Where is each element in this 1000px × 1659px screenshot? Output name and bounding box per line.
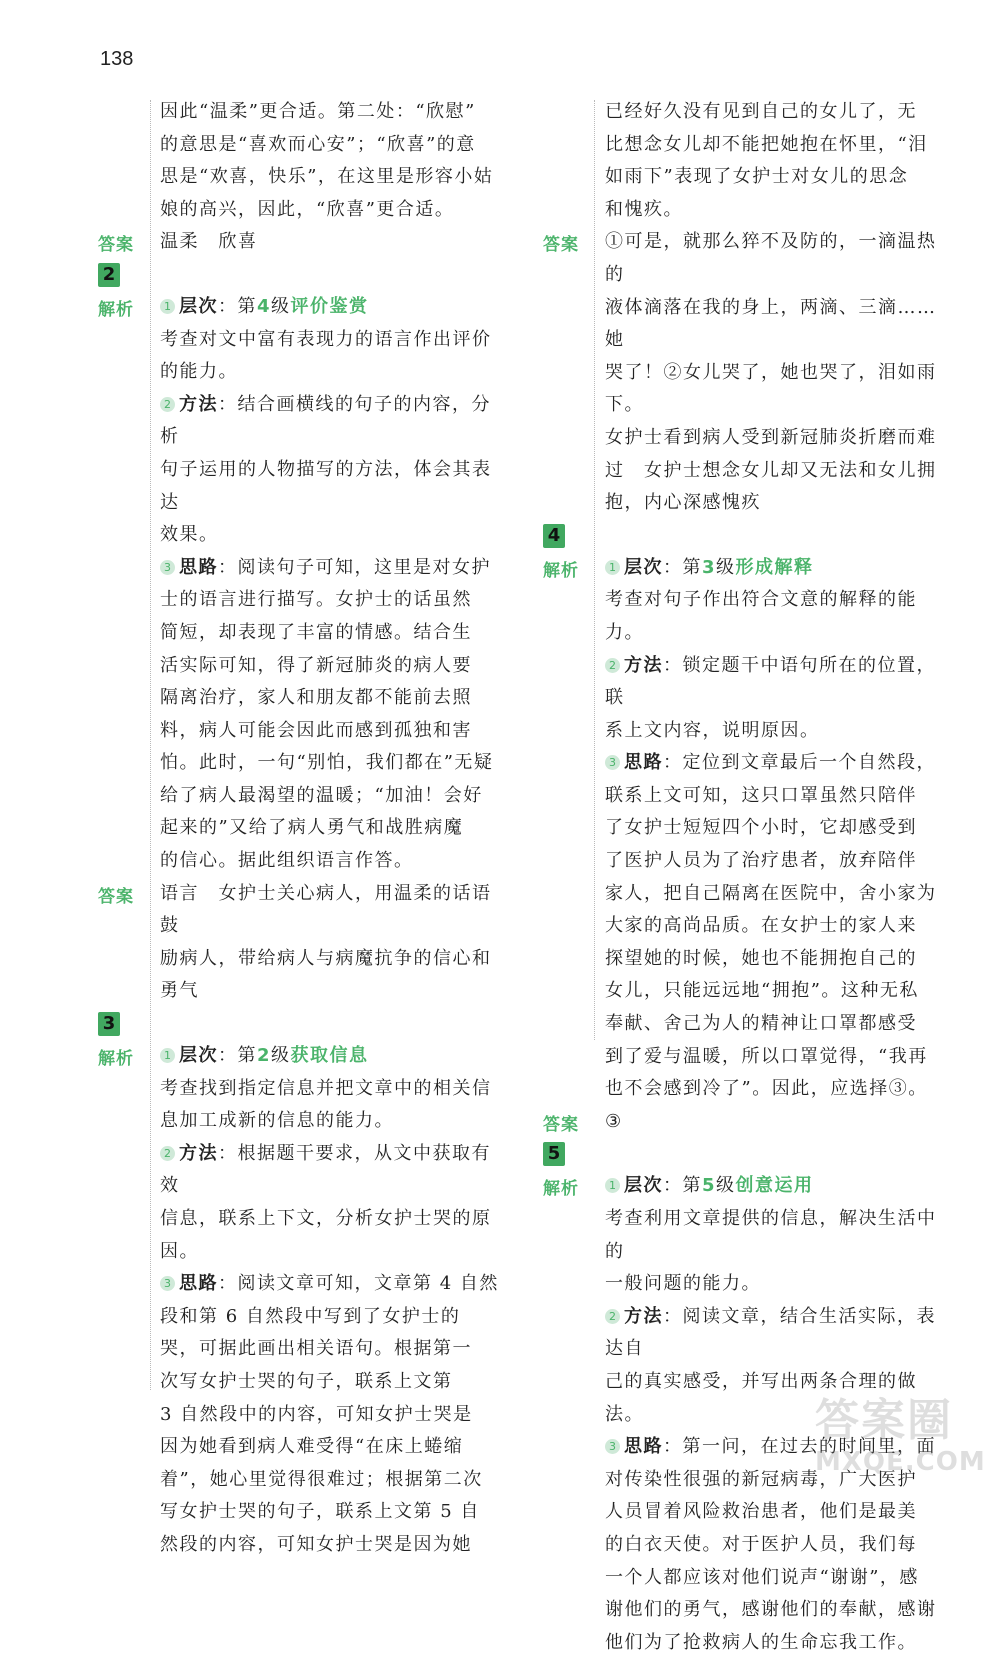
circle-two-icon: 2 [160, 1146, 175, 1161]
text-line: 着”，她心里觉得很难过；根据第二次 [160, 1468, 483, 1490]
answer-2 [98, 878, 505, 1008]
question-2-header [102, 259, 505, 291]
text-line: 一般问题的能力。 [605, 1273, 761, 1295]
analysis-4 [543, 552, 950, 1106]
text-line: 奉献、舍己为人的精神让口罩都感受 [605, 1013, 917, 1035]
text-line: ③ [605, 1110, 623, 1132]
left-divider [150, 100, 151, 1390]
text-line: 士的语言进行描写。女护士的话虽然 [160, 589, 472, 611]
text-line: 的意思是“喜欢而心安”；“欣喜”的意 [160, 133, 476, 155]
text-line: 信息，联系上下文，分析女护士哭的原因。 [160, 1208, 492, 1262]
text-line: 考查找到指定信息并把文章中的相关信 [160, 1077, 492, 1099]
question-4-header [547, 520, 950, 552]
text-line: 励病人，带给病人与病魔抗争的信心和 [160, 947, 492, 969]
text-line: 语言 女护士关心病人，用温柔的话语鼓 [160, 882, 492, 937]
answer-1 [98, 226, 505, 259]
text-line: 了医护人员为了治疗患者，放弃陪伴 [605, 850, 917, 872]
text-line: 也不会感到冷了”。因此，应选择③。 [605, 1078, 928, 1100]
text-line: 勇气 [160, 980, 199, 1002]
thinking-block: 3 思路：阅读句子可知，这里是对女护 士的语言进行描写。女护士的话虽然 简短，却表现了丰富的情感。结合生 活实际可知，得了新冠肺炎的病人要 隔离治疗，家人和朋友都不能前去照 料，病人可能会因此而感到孤独和害 怕。此时，一句“别怕，我们都在”无疑 给了病人最渴望的温暖；“加油！会好 起来的”又给了病人勇气和战胜病魔 的信心。据此组织语言作答。 [160, 556, 494, 872]
text-line: 娘的高兴，因此，“欣喜”更合适。 [160, 198, 455, 220]
text-line: 段和第 6 自然段中写到了女护士的 [160, 1305, 461, 1327]
analysis-3 [98, 1040, 505, 1562]
page-number: 138 [100, 48, 134, 70]
method-block: 2 方法：结合画横线的句子的内容，分析 句子运用的人物描写的方法，体会其表达 效果。 [160, 393, 492, 546]
text-line: 液体滴落在我的身上，两滴、三滴……她 [605, 296, 937, 351]
text-line: 女护士看到病人受到新冠肺炎折磨而难 [605, 426, 937, 448]
text-line: 起来的”又给了病人勇气和战胜病魔 [160, 817, 464, 839]
text-line: ：结合画横线的句子的内容，分析 [160, 393, 491, 448]
text-line: 考查对句子作出符合文意的解释的能力。 [605, 589, 917, 643]
question-5-header [547, 1138, 950, 1170]
circle-one-icon: 1 [160, 299, 175, 314]
circle-one-icon: 1 [160, 1048, 175, 1063]
analysis-tag: 解析 [98, 299, 134, 320]
thinking-block: 3 思路：阅读文章可知，文章第 4 自然 段和第 6 自然段中写到了女护士的 哭，可据此画出相关语句。根据第一 次写女护士哭的句子，联系上文第 3 自然段中的内容，可知女护士哭是 因为她看到病人难受得“在床上蜷缩 着”，她心里觉得很难过；根据第二次 写女护士哭的句子，联系上文第 5 自 然段的内容，可知女护士哭是因为她 [160, 1273, 499, 1555]
text-line: 然段的内容，可知女护士哭是因为她 [160, 1533, 472, 1555]
text-line: 已经好久没有见到自己的女儿了，无 [605, 101, 917, 122]
circle-three-icon: 3 [605, 1439, 620, 1454]
method-block: 2 方法：根据题干要求，从文中获取有效 信息，联系上下文，分析女护士哭的原因。 [160, 1142, 492, 1262]
text-line: 给了病人最渴望的温暖；“加油！会好 [160, 784, 483, 806]
method-block: 2 方法：阅读文章，结合生活实际，表达自 己的真实感受，并写出两条合理的做法。 [605, 1305, 936, 1425]
text-line: 探望她的时候，她也不能拥抱自己的 [605, 947, 917, 969]
question-number-5: 5 [543, 1142, 565, 1166]
text-line: 句子运用的人物描写的方法，体会其表达 [160, 458, 492, 513]
level-description [160, 1073, 505, 1138]
text-line: 简短，却表现了丰富的情感。结合生 [160, 621, 472, 643]
text-line: 写女护士哭的句子，联系上文第 5 自 [160, 1501, 480, 1523]
circle-one-icon: 1 [605, 560, 620, 575]
text-line: 哭了！②女儿哭了，她也哭了，泪如雨下。 [605, 361, 937, 416]
text-line: 谢他们的勇气，感谢他们的奉献，感谢 [605, 1599, 937, 1621]
level-description [605, 584, 950, 649]
answer-tag: 答案 [98, 886, 134, 907]
text-line: 他们为了抢救病人的生命忘我工作。 [605, 1631, 917, 1653]
text-line: 大家的高尚品质。在女护士的家人来 [605, 915, 917, 937]
text-line: ：阅读文章，结合生活实际，表达自 [605, 1305, 936, 1360]
answer-tag: 答案 [98, 235, 134, 256]
text-line: 的白衣天使。对于医护人员，我们每 [605, 1533, 917, 1555]
text-line: 思是“欢喜，快乐”，在这里是形容小姑 [160, 166, 494, 188]
text-line: 过 女护士想念女儿却又无法和女儿拥 [605, 459, 937, 481]
answer-3 [543, 226, 950, 519]
text-line: 料，病人可能会因此而感到孤独和害 [160, 719, 472, 741]
circle-three-icon: 3 [160, 1276, 175, 1291]
right-divider [594, 100, 595, 1040]
level-line: 1 层次：第2级获取信息 [160, 1040, 505, 1073]
level-description [605, 1203, 950, 1301]
text-line: 女儿，只能远远地“拥抱”。这种无私 [605, 980, 919, 1002]
analysis-tag: 解析 [98, 1049, 134, 1070]
method-block: 2 方法：锁定题干中语句所在的位置，联 系上文内容，说明原因。 [605, 654, 936, 741]
question-number-4: 4 [543, 524, 565, 548]
left-column [98, 96, 505, 1562]
watermark-logo: 答案圈 MXQE.COM [815, 1395, 986, 1477]
text-line: 隔离治疗，家人和朋友都不能前去照 [160, 687, 472, 709]
text-line: 到了爱与温暖，所以口罩觉得，“我再 [605, 1045, 928, 1067]
text-line: 比想念女儿却不能把她抱在怀里，“泪 [605, 133, 928, 155]
level-line: 1 层次：第3级形成解释 [605, 552, 950, 585]
level-description [160, 324, 505, 389]
text-line: 联系上文可知，这只口罩虽然只陪伴 [605, 784, 917, 806]
circle-three-icon: 3 [605, 755, 620, 770]
analysis-2 [98, 291, 505, 878]
thinking-block: 3 思路：定位到文章最后一个自然段， 联系上文可知，这只口罩虽然只陪伴 了女护士短短四个小时，它却感受到 了医护人员为了治疗患者，放弃陪伴 家人，把自己隔离在医院中，舍小家为 大家的高尚品质。在女护士的家人来 探望她的时候，她也不能拥抱自己的 女儿，只能远远地“拥抱”。这种无私 奉献、舍己为人的精神让口罩都感受 到了爱与温暖，所以口罩觉得，“我再 也不会感到冷了”。因此，应选择③。 [605, 752, 937, 1100]
text-line: 活实际可知，得了新冠肺炎的病人要 [160, 654, 472, 676]
text-line: ：阅读句子可知，这里是对女护 [218, 556, 491, 578]
text-line: 次写女护士哭的句子，联系上文第 [160, 1370, 453, 1392]
text-line: 一个人都应该对他们说声“谢谢”，感 [605, 1566, 919, 1588]
text-line: 的信心。据此组织语言作答。 [160, 850, 414, 872]
text-line: 3 自然段中的内容，可知女护士哭是 [160, 1403, 473, 1425]
circle-three-icon: 3 [160, 560, 175, 575]
circle-two-icon: 2 [605, 658, 620, 673]
left-intro [160, 96, 505, 226]
text-line: 家人，把自己隔离在医院中，舍小家为 [605, 882, 937, 904]
text-line: ①可是，就那么猝不及防的，一滴温热的 [605, 231, 937, 285]
text-line: 如雨下”表现了女护士对女儿的思念 [605, 166, 909, 188]
text-line: 考查利用文章提供的信息，解决生活中的 [605, 1208, 937, 1262]
question-3-header [102, 1008, 505, 1040]
text-line: 考查对文中富有表现力的语言作出评价 [160, 328, 492, 350]
text-line: 和愧疚。 [605, 198, 683, 220]
level-line: 1 层次：第5级创意运用 [605, 1170, 950, 1203]
text-line: 息加工成新的信息的能力。 [160, 1110, 394, 1132]
text-line: 效果。 [160, 524, 219, 546]
text-line: 怕。此时，一句“别怕，我们都在”无疑 [160, 752, 494, 774]
text-line: 人员冒着风险救治患者，他们是最美 [605, 1501, 917, 1523]
thinking-block: 3 思路：第一问，在过去的时间里，面 对传染性很强的新冠病毒，广大医护 人员冒着风险救治患者，他们是最美 的白衣天使。对于医护人员，我们每 一个人都应该对他们说声“谢谢”，感 谢他们的勇气，感谢他们的奉献，感谢 他们为了抢救病人的生命忘我工作。 [605, 1436, 937, 1653]
analysis-tag: 解析 [543, 1179, 579, 1200]
text-line: ：阅读文章可知，文章第 4 自然 [218, 1273, 499, 1295]
text-line: 哭，可据此画出相关语句。根据第一 [160, 1338, 472, 1360]
text-line: 己的真实感受，并写出两条合理的做法。 [605, 1370, 917, 1425]
text-line: 对传染性很强的新冠病毒，广大医护 [605, 1468, 917, 1490]
text-line: ：定位到文章最后一个自然段， [663, 752, 936, 774]
answer-tag: 答案 [543, 235, 579, 256]
text-line: 因为她看到病人难受得“在床上蜷缩 [160, 1436, 464, 1458]
answer-tag: 答案 [543, 1114, 579, 1135]
text-line: ：第一问，在过去的时间里，面 [663, 1436, 936, 1458]
right-continuation [605, 96, 950, 226]
text-line: ：锁定题干中语句所在的位置，联 [605, 654, 936, 709]
text-line: 因此“温柔”更合适。第二处：“欣慰” [160, 101, 476, 122]
text-line: ：根据题干要求，从文中获取有效 [160, 1142, 491, 1197]
circle-one-icon: 1 [605, 1178, 620, 1193]
answer-4 [543, 1106, 950, 1139]
question-number-2: 2 [98, 263, 120, 287]
text-line: 的能力。 [160, 361, 238, 383]
circle-two-icon: 2 [160, 397, 175, 412]
analysis-tag: 解析 [543, 560, 579, 581]
question-number-3: 3 [98, 1012, 120, 1036]
circle-two-icon: 2 [605, 1309, 620, 1324]
level-line: 1 层次：第4级评价鉴赏 [160, 291, 505, 324]
text-line: 温柔 欣喜 [160, 231, 258, 253]
text-line: 系上文内容，说明原因。 [605, 719, 820, 741]
text-line: 了女护士短短四个小时，它却感受到 [605, 817, 917, 839]
text-line: 抱，内心深感愧疚 [605, 492, 761, 514]
